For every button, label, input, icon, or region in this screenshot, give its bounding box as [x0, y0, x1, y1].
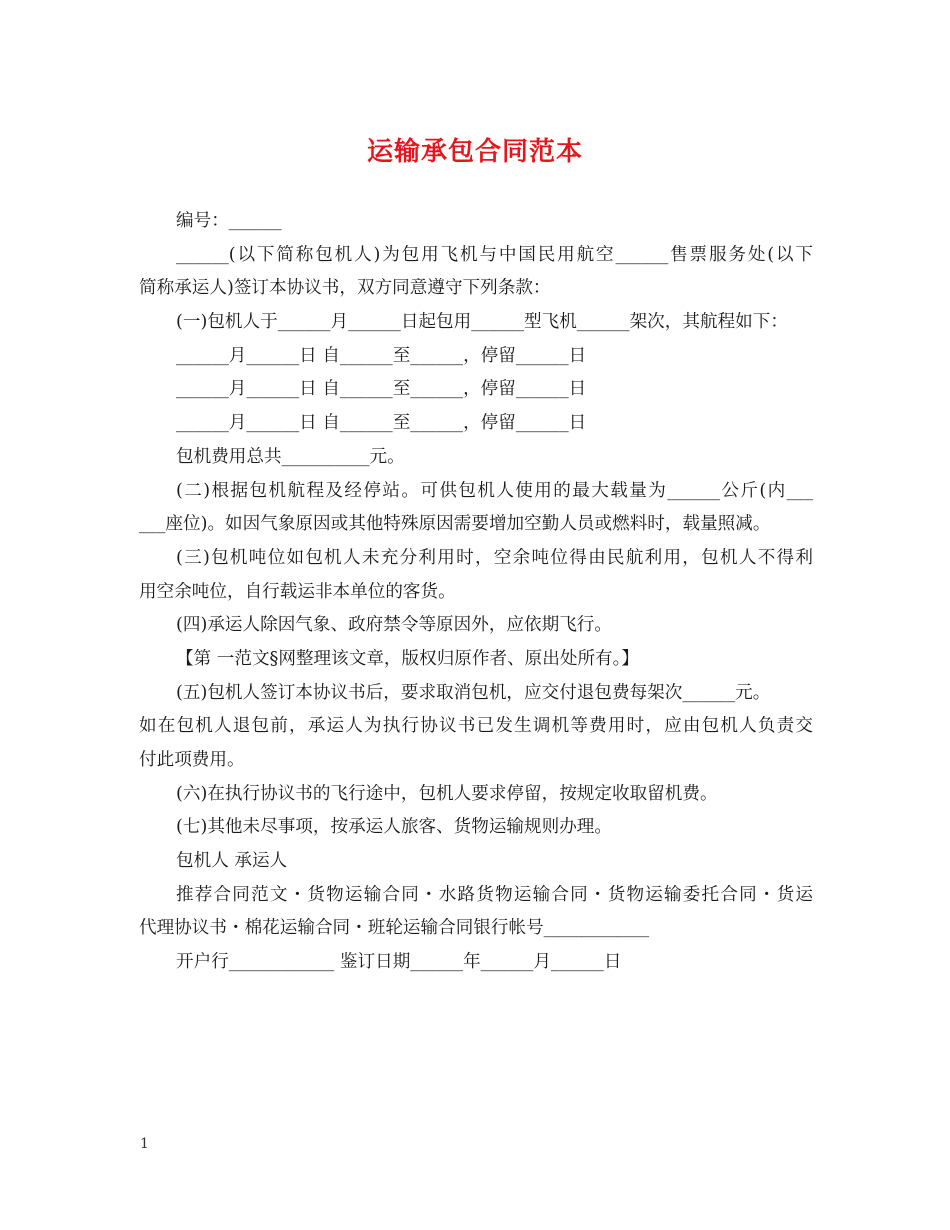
clause-3-line: (三)包机吨位如包机人未充分利用时，空余吨位得由民航利用，包机人不得利 [176, 547, 813, 568]
intro-paragraph-line: ______(以下简称包机人)为包用飞机与中国民用航空______售票服务处(以下 [176, 244, 813, 265]
route-line: ______月______日 自______至______，停留______日 [176, 379, 587, 400]
clause-4-line: (四)承运人除因气象、政府禁令等原因外，应依期飞行。 [176, 615, 612, 636]
page-number: 1 [140, 1136, 149, 1152]
document-title: 运输承包合同范本 [366, 137, 583, 167]
bank-and-date-line: 开户行____________ 鉴订日期______年______月______日 [176, 952, 622, 973]
signatories-line: 包机人 承运人 [176, 851, 288, 872]
clause-5-line: 付此项费用。 [139, 750, 245, 770]
copyright-notice: 【第 一范文§网整理该文章，版权归原作者、原出处所有。】 [176, 648, 640, 669]
clause-1-line: (一)包机人于______月______日起包用______型飞机______架次，其航程如下： [176, 312, 788, 333]
clause-2-line: (二)根据包机航程及经停站。可供包机人使用的最大载量为______公斤(内___ [176, 480, 813, 501]
related-templates-line: 推荐合同范文・货物运输合同・水路货物运输合同・货物运输委托合同・货运 [176, 884, 813, 905]
intro-paragraph-line: 简称承运人)签订本协议书，双方同意遵守下列条款： [139, 278, 551, 299]
clause-5-line: 如在包机人退包前，承运人为执行协议书已发生调机等费用时，应由包机人负责交 [139, 716, 813, 737]
route-line: ______月______日 自______至______，停留______日 [176, 345, 587, 366]
clause-2-line: ___座位)。如因气象原因或其他特殊原因需要增加空勤人员或燃料时，载量照减。 [139, 514, 771, 535]
clause-6-line: (六)在执行协议书的飞行途中，包机人要求停留，按规定收取留机费。 [176, 783, 718, 804]
clause-7-line: (七)其他未尽事项，按承运人旅客、货物运输规则办理。 [176, 817, 612, 838]
clause-3-line: 用空余吨位，自行载运非本单位的客货。 [139, 581, 456, 602]
route-line: ______月______日 自______至______，停留______日 [176, 413, 587, 434]
clause-5-line: (五)包机人签订本协议书后，要求取消包机，应交付退包费每架次______元。 [176, 682, 771, 703]
document-body [139, 205, 813, 980]
bank-account-line: 代理协议书・棉花运输合同・班轮运输合同银行帐号____________ [139, 918, 650, 939]
contract-number-line: 编号：______ [176, 211, 282, 231]
total-fee-line: 包机费用总共__________元。 [176, 446, 405, 467]
